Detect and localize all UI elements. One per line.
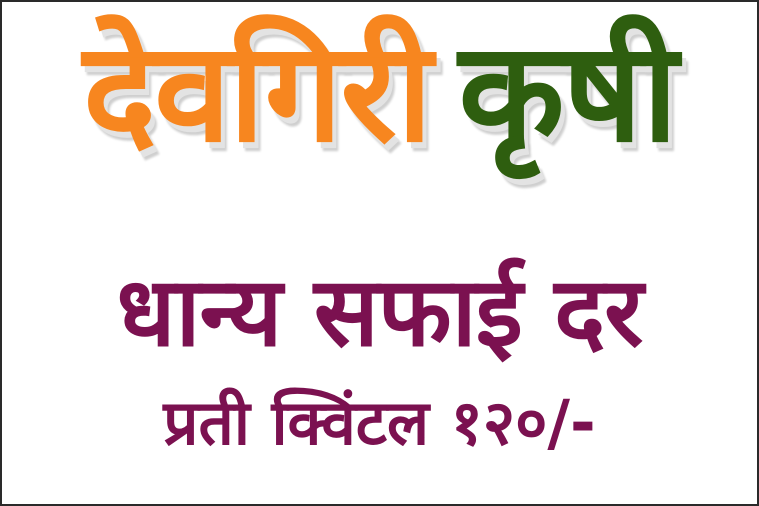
headline [2, 12, 757, 173]
service-title: धान्य सफाई दर [116, 256, 643, 368]
brand-name-devgiri: देवगिरी [82, 12, 431, 173]
brand-name-krushi: कृषी [458, 12, 677, 173]
rate-text: प्रती क्विंटल १२०/- [163, 386, 596, 459]
